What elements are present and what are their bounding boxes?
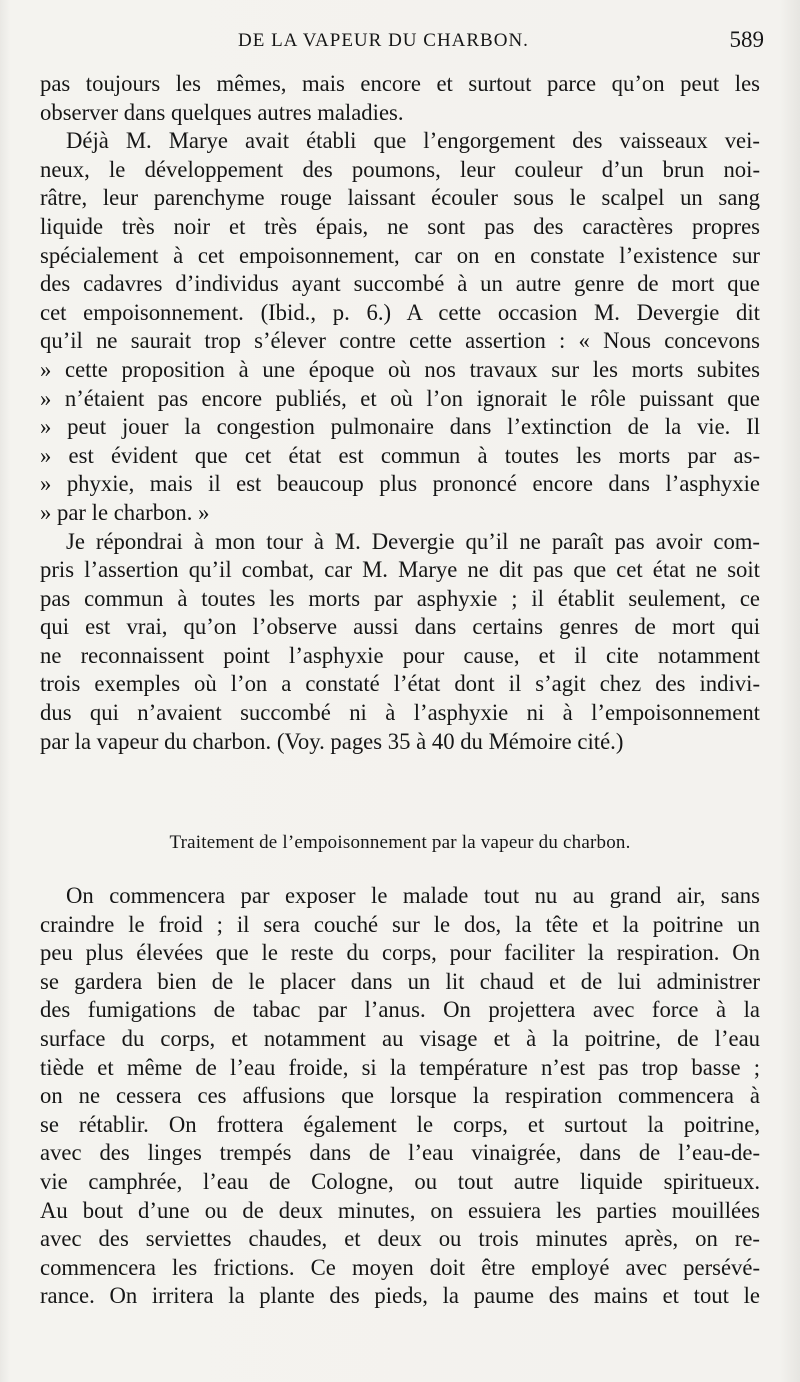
text-line: » n’étaient pas encore publiés, et où l’on ignorait le rôle puissant que (40, 385, 760, 411)
text-line: » cette proposition à une époque où nos travaux sur les morts subites (40, 356, 760, 382)
text-line: qu’il ne saurait trop s’élever contre cette assertion : « Nous concevons (40, 328, 760, 354)
text-line: surface du corps, et notamment au visage et à la poitrine, de l’eau (40, 1025, 760, 1051)
text-line: neux, le développement des poumons, leur couleur d’un brun noi- (40, 156, 760, 182)
text-line: se rétablir. On frottera également le corps, et surtout la poitrine, (40, 1111, 760, 1137)
text-line: liquide très noir et très épais, ne sont pas des caractères propres (40, 213, 760, 239)
text-line: commencera les frictions. Ce moyen doit être employé avec persévé- (40, 1254, 760, 1280)
text-line: pas commun à toutes les morts par asphyxie ; il établit seulement, ce (40, 585, 760, 611)
text-line: observer dans quelques autres maladies. (40, 99, 404, 125)
text-line: cet empoisonnement. (Ibid., p. 6.) A cette occasion M. Devergie dit (40, 299, 760, 325)
text-line: ne reconnaissent point l’asphyxie pour cause, et il cite notamment (40, 642, 760, 668)
text-line: » peut jouer la congestion pulmonaire dans l’extinction de la vie. Il (40, 414, 760, 440)
text-line: tiède et même de l’eau froide, si la température n’est pas trop basse ; (40, 1054, 760, 1080)
text-line: spécialement à cet empoisonnement, car on en constate l’existence sur (40, 242, 760, 268)
text-line: râtre, leur parenchyme rouge laissant écouler sous le scalpel un sang (40, 185, 760, 211)
text-line: avec des linges trempés dans de l’eau vinaigrée, dans de l’eau-de- (40, 1140, 760, 1166)
text-line: des fumigations de tabac par l’anus. On projettera avec force à la (40, 997, 760, 1023)
text-line: On commencera par exposer le malade tout nu au grand air, sans (66, 883, 760, 908)
text-block-bottom (40, 882, 760, 1311)
page-number: 589 (729, 27, 764, 52)
text-line: pas toujours les mêmes, mais encore et surtout parce qu’on peut les (40, 71, 760, 96)
page-header (0, 27, 800, 64)
text-line: » phyxie, mais il est beaucoup plus prononcé encore dans l’asphyxie (40, 471, 760, 497)
text-line: Déjà M. Marye avait établi que l’engorgement des vaisseaux vei- (66, 128, 760, 154)
text-line: Je répondrai à mon tour à M. Devergie qu’il ne paraît pas avoir com- (66, 528, 760, 554)
text-line: trois exemples où l’on a constaté l’état dont il s’agit chez des indivi- (40, 671, 760, 697)
text-line: dus qui n’avaient succombé ni à l’asphyxie ni à l’empoisonnement (40, 700, 760, 726)
text-line: des cadavres d’individus ayant succombé à un autre genre de mort que (40, 271, 760, 297)
text-line: peu plus élevées que le reste du corps, pour faciliter la respiration. On (40, 940, 760, 966)
text-line: » par le charbon. » (40, 499, 210, 525)
section-heading: Traitement de l’empoisonnement par la vapeur du charbon. (169, 832, 631, 853)
text-block-top (40, 70, 760, 756)
text-line: se gardera bien de le placer dans un lit chaud et de lui administrer (40, 968, 760, 994)
text-line: rance. On irritera la plante des pieds, la paume des mains et tout le (40, 1283, 760, 1309)
text-line: Au bout d’une ou de deux minutes, on essuiera les parties mouillées (40, 1197, 760, 1223)
text-line: pris l’assertion qu’il combat, car M. Marye ne dit pas que cet état ne soit (40, 557, 760, 583)
running-title: DE LA VAPEUR DU CHARBON. (238, 30, 529, 51)
text-line: » est évident que cet état est commun à toutes les morts par as- (40, 442, 760, 468)
text-line: avec des serviettes chaudes, et deux ou trois minutes après, on re- (40, 1226, 760, 1252)
text-line: par la vapeur du charbon. (Voy. pages 35 à 40 du Mémoire cité.) (40, 728, 624, 754)
text-line: craindre le froid ; il sera couché sur le dos, la tête et la poitrine un (40, 911, 760, 937)
text-line: vie camphrée, l’eau de Cologne, ou tout autre liquide spiritueux. (40, 1168, 760, 1194)
text-line: qui est vrai, qu’on l’observe aussi dans certains genres de mort qui (40, 614, 760, 640)
text-line: on ne cessera ces affusions que lorsque la respiration commencera à (40, 1083, 760, 1109)
